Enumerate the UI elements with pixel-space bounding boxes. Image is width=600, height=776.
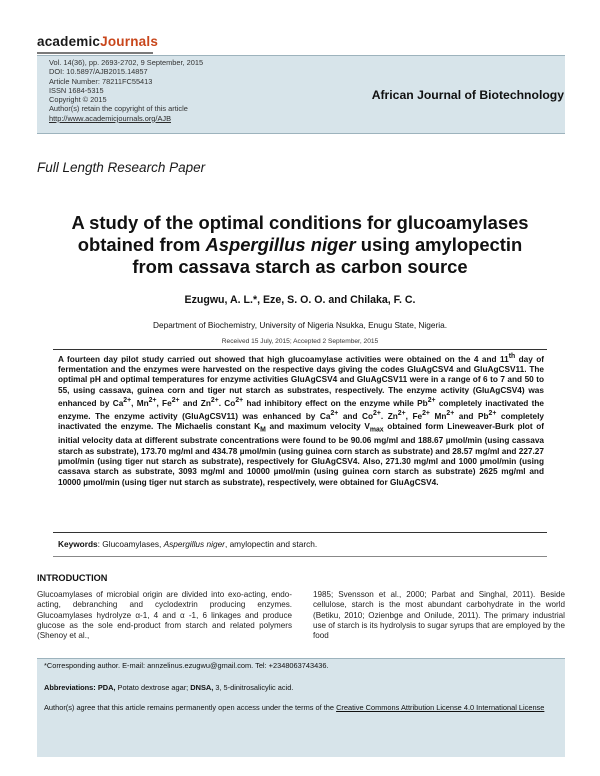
title-species: Aspergillus niger xyxy=(205,234,356,255)
abstract-text: and maximum velocity V xyxy=(265,422,370,432)
keywords-rule xyxy=(53,556,547,557)
abbr-label: Abbreviations: xyxy=(44,683,96,692)
logo-text-journals: Journals xyxy=(100,34,159,49)
keywords-text: , amylopectin and starch. xyxy=(224,539,318,549)
license-notice xyxy=(44,703,560,712)
abstract-text: A fourteen day pilot study carried out showed that high glucoamylase activities were obtained on the 4 and 11 xyxy=(58,354,509,364)
abstract-text: and Zn xyxy=(179,398,211,408)
sup: 2+ xyxy=(235,397,244,405)
sub: max xyxy=(369,426,384,434)
sup: 2+ xyxy=(148,397,157,405)
sup: 2+ xyxy=(397,410,406,418)
keywords-species: Aspergillus niger xyxy=(163,539,225,549)
abstract-text: . Zn xyxy=(380,411,398,421)
sup: 2+ xyxy=(422,410,430,418)
sup: 2+ xyxy=(123,397,132,405)
title-line-2 xyxy=(40,234,560,256)
title-text: using amylopectin xyxy=(355,234,523,255)
abstract-text: had inhibitory effect on the enzyme while Pb xyxy=(243,398,428,408)
abstract-text: and Co xyxy=(338,411,374,421)
meta-volume: Vol. 14(36), pp. 2693-2702, 9 September, 2015 xyxy=(49,58,204,67)
logo-text-academic: academic xyxy=(37,34,101,49)
abbr-pda: PDA, xyxy=(97,683,116,692)
meta-copyright: Copyright © 2015 xyxy=(49,95,107,105)
abstract-text: completely inactivated the enzyme. The Michaelis constant K xyxy=(58,411,544,432)
meta-doi: DOI: 10.5897/AJB2015.14857 xyxy=(49,67,148,77)
license-link[interactable]: Creative Commons Attribution License 4.0 International License xyxy=(336,703,545,712)
intro-column-right: 1985; Svensson et al., 2000; Parbat and Singhal, 2011). Beside cellulose, starch is the most abundant carbohydrate in the world (Betiku, 2010; Ozienbge and Onilude, 2011). The primary industrial use of starch is its hydrolysis to sugar syrups that are employed by the food xyxy=(313,590,565,641)
abstract-text: obtained form Lineweaver-Burk plot of initial velocity data at different substrate concentrations were found to be 90.06 mg/ml and 188.67 µmol/min (using cassava starch as substrate), 173.70 mg/ml and 434.78 µmol/min (using guinea corn starch as substrate) and 28.57 mg/ml and 227.27 µmol/min (using tiger nut starch as substrate), respectively for GluAgCSV4. Also, 271.30 mg/ml and 1000 µmol/min (using cassava starch as substrate, 3093 mg/ml and 10000 µmol/min (using guinea corn starch as substrate) 2625 mg/ml and 10000 µmol/min (using tiger nut starch as substrate), respectively, were obtained for GluAgCSV4. xyxy=(58,422,545,487)
abstract-text: . Co xyxy=(218,398,236,408)
paper-title xyxy=(40,212,560,278)
section-heading-introduction: INTRODUCTION xyxy=(37,573,108,583)
keywords xyxy=(58,539,548,549)
sup: th xyxy=(508,353,516,360)
abstract-text: , Mn xyxy=(131,398,149,408)
sup: 2+ xyxy=(446,410,455,418)
article-meta xyxy=(49,58,203,123)
abstract xyxy=(58,352,544,488)
abstract-text: , Fe xyxy=(156,398,172,408)
meta-rights: Author(s) retain the copyright of this article xyxy=(49,104,188,114)
title-text: obtained from xyxy=(77,234,206,255)
abstract-text: and Pb xyxy=(454,411,489,421)
keywords-label: Keywords xyxy=(58,539,98,549)
journal-name: African Journal of Biotechnology xyxy=(371,88,564,102)
meta-issn: ISSN 1684-5315 xyxy=(49,85,104,95)
sup: 2+ xyxy=(373,410,381,418)
abstract-text: day of fermentation and the enzymes were harvested on the respective days giving the codes GluAgCSV4 and GluAgCSV11. The optimal pH and optimal temperatures for enzyme activities GluAgCSV4 and GluAgCSV11 were in a range of 6 to 7 and 50 to 55, using cassava, guinea corn and tiger nut starch as substrates, respectively. The enzyme activity (GluAgCSV4) was enhanced by Ca xyxy=(58,354,544,408)
sub: M xyxy=(260,426,266,434)
article-type: Full Length Research Paper xyxy=(37,160,206,175)
sup: 2+ xyxy=(427,397,436,405)
abstract-top-rule xyxy=(53,349,547,350)
license-text: Author(s) agree that this article remains permanently open access under the terms of the xyxy=(44,703,337,712)
authors: Ezugwu, A. L.*, Eze, S. O. O. and Chilaka, F. C. xyxy=(184,294,416,306)
abbr-text: Potato dextrose agar; xyxy=(115,683,191,692)
logo-underline xyxy=(37,52,153,54)
sup: 2+ xyxy=(488,410,497,418)
abstract-text: , Fe xyxy=(405,411,423,421)
sup: 2+ xyxy=(210,397,219,405)
abstract-bottom-rule xyxy=(53,532,547,533)
affiliation: Department of Biochemistry, University of Nigeria Nsukka, Enugu State, Nigeria. xyxy=(152,320,448,330)
abstract-text: Mn xyxy=(429,411,447,421)
sup: 2+ xyxy=(330,410,339,418)
abbr-text: 3, 5-dinitrosalicylic acid. xyxy=(213,683,294,692)
keywords-text: : Glucoamylases, xyxy=(97,539,164,549)
abstract-text: completely inactivated the enzyme. The enzyme activity (GluAgCSV11) was enhanced by Ca xyxy=(58,398,545,421)
abbreviations xyxy=(44,683,293,692)
intro-column-left: Glucoamylases of microbial origin are divided into exo-acting, endo-acting, debranching and cyclodextrin producing enzymes. Glucoamylases hydrolyze α-1, 4 and α -1, 6 linkages and produce glucose as the sole end-product from starch and related polymers (Shenoy et al., xyxy=(37,590,292,641)
received-accepted-dates: Received 15 July, 2015; Accepted 2 September, 2015 xyxy=(221,338,379,345)
title-line-1: A study of the optimal conditions for glucoamylases xyxy=(71,212,529,233)
publisher-logo xyxy=(37,34,158,49)
abbr-dnsa: DNSA, xyxy=(190,683,214,692)
journal-url-link[interactable]: http://www.academicjournals.org/AJB xyxy=(49,113,171,123)
corresponding-author: *Corresponding author. E-mail: annzelinus.ezugwu@gmail.com. Tel: +2348063743436. xyxy=(44,661,329,670)
sup: 2+ xyxy=(171,397,180,405)
meta-article-number: Article Number: 78211FC55413 xyxy=(49,76,153,86)
title-line-3: from cassava starch as carbon source xyxy=(132,256,468,277)
